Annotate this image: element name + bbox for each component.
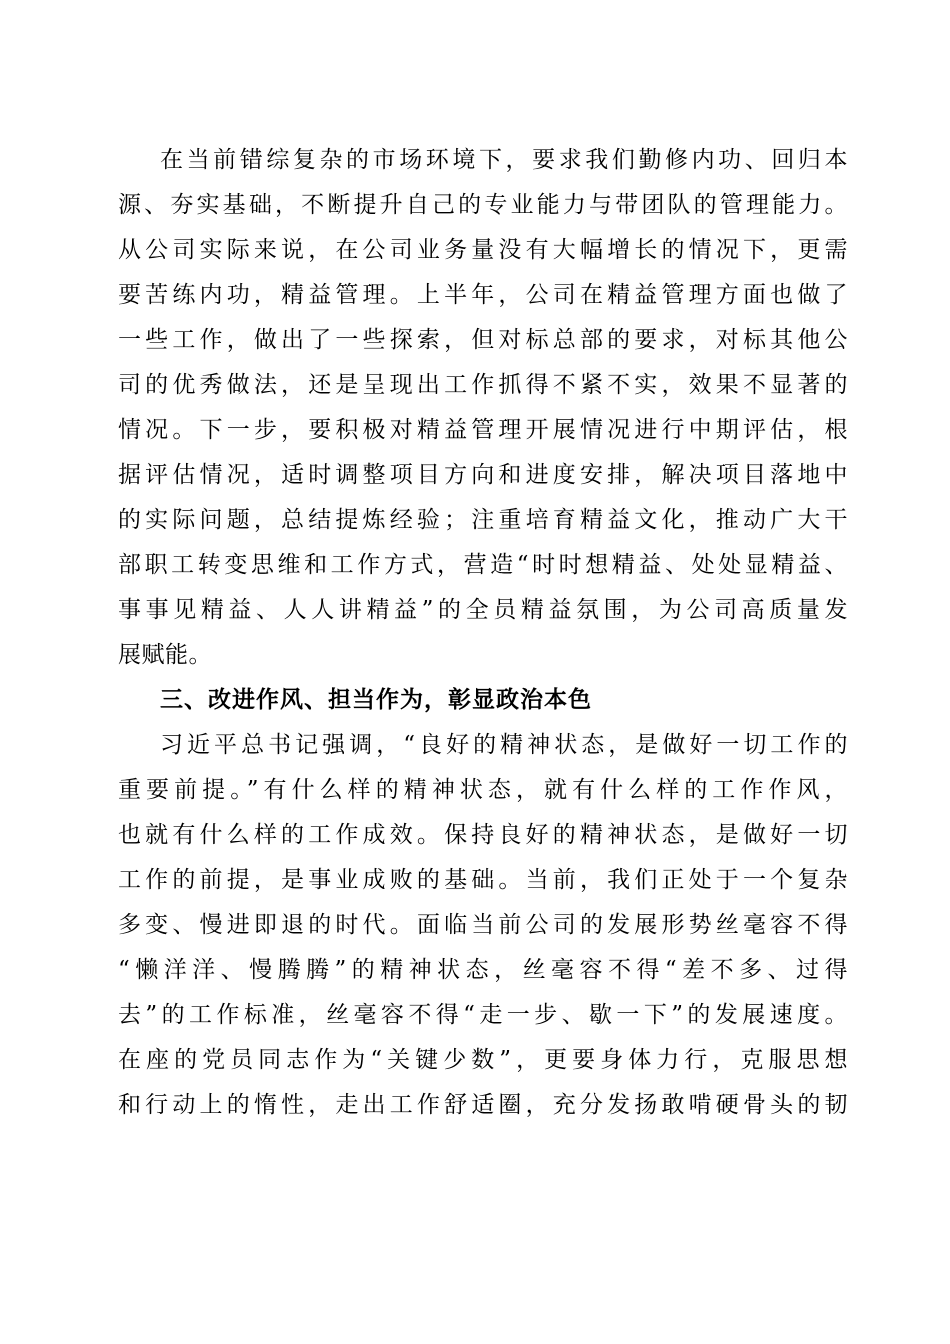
paragraph-1-line-10: 部职工转变思维和工作方式，营造“时时想精益、处处显精益、 [118,552,848,578]
paragraph-1-line-1: 在当前错综复杂的市场环境下，要求我们勤修内功、回归本 [160,147,848,173]
paragraph-1-line-7: 情况。下一步，要积极对精益管理开展情况进行中期评估，根 [118,417,848,443]
paragraph-1-line-11: 事事见精益、人人讲精益”的全员精益氛围，为公司高质量发 [118,597,848,623]
paragraph-2-line-1: 习近平总书记强调，“良好的精神状态，是做好一切工作的 [160,732,848,758]
paragraph-2-line-2: 重要前提。”有什么样的精神状态，就有什么样的工作作风， [118,777,848,803]
paragraph-2-line-6: “懒洋洋、慢腾腾”的精神状态，丝毫容不得“差不多、过得 [118,957,848,983]
paragraph-2-line-3: 也就有什么样的工作成效。保持良好的精神状态，是做好一切 [118,822,848,848]
paragraph-2-line-8: 在座的党员同志作为“关键少数”，更要身体力行，克服思想 [118,1047,848,1073]
paragraph-1-line-9: 的实际问题，总结提炼经验；注重培育精益文化，推动广大干 [118,507,848,533]
paragraph-1-line-2: 源、夯实基础，不断提升自己的专业能力与带团队的管理能力。 [118,192,848,218]
paragraph-1-line-3: 从公司实际来说，在公司业务量没有大幅增长的情况下，更需 [118,237,848,263]
paragraph-1-line-8: 据评估情况，适时调整项目方向和进度安排，解决项目落地中 [118,462,848,488]
paragraph-2-line-9: 和行动上的惰性，走出工作舒适圈，充分发扬敢啃硬骨头的韧 [118,1092,848,1118]
paragraph-2-line-7: 去”的工作标准，丝毫容不得“走一步、歇一下”的发展速度。 [118,1002,848,1028]
paragraph-1-line-5: 一些工作，做出了一些探索，但对标总部的要求，对标其他公 [118,327,848,353]
paragraph-1-line-6: 司的优秀做法，还是呈现出工作抓得不紧不实，效果不显著的 [118,372,848,398]
paragraph-1-line-12: 展赋能。 [118,642,212,668]
section-heading: 三、改进作风、担当作为，彰显政治本色 [160,687,592,713]
paragraph-2-line-4: 工作的前提，是事业成败的基础。当前，我们正处于一个复杂 [118,867,848,893]
paragraph-1-line-4: 要苦练内功，精益管理。上半年，公司在精益管理方面也做了 [118,282,848,308]
paragraph-2-line-5: 多变、慢进即退的时代。面临当前公司的发展形势丝毫容不得 [118,912,848,938]
